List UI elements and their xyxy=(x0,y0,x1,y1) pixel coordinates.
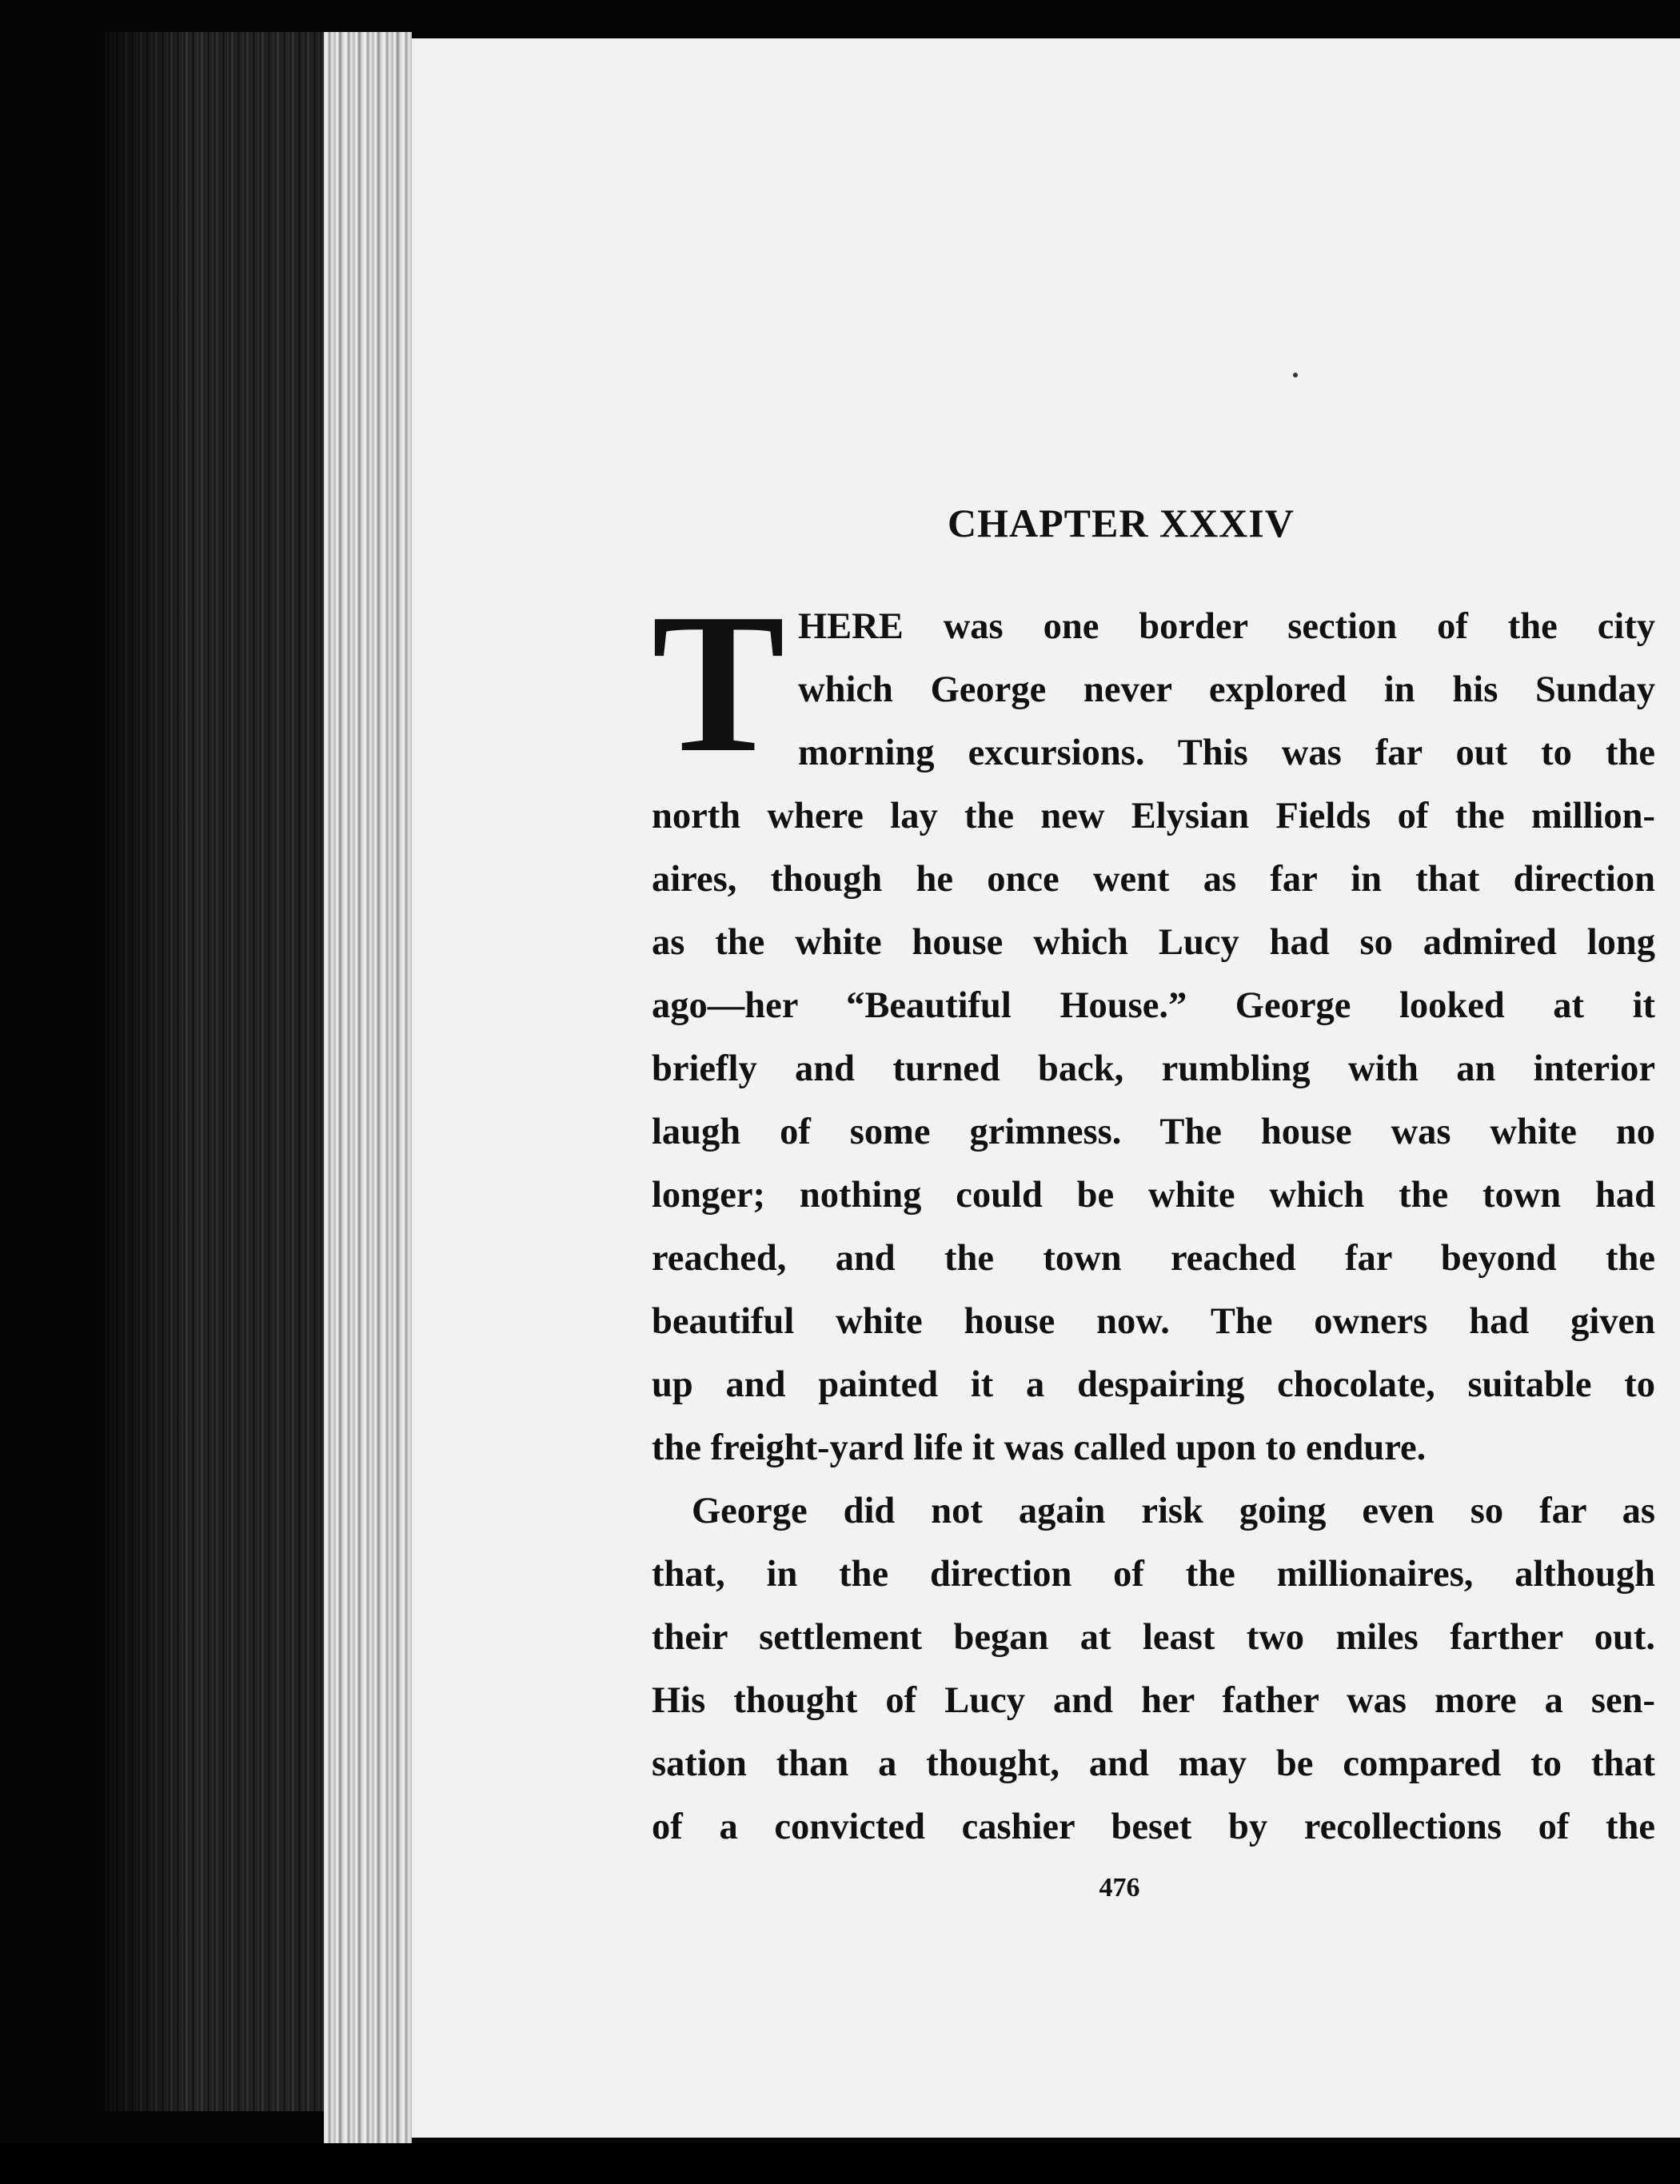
text-line: His thought of Lucy and her father was more a sen- xyxy=(652,1680,1655,1721)
text-line: as the white house which Lucy had so admired long xyxy=(652,922,1655,963)
drop-cap: T xyxy=(652,573,785,794)
body-text xyxy=(652,573,1655,1859)
text-line: up and painted it a despairing chocolate, suitable to xyxy=(652,1364,1655,1405)
scan-speck xyxy=(1293,373,1298,377)
text-line: briefly and turned back, rumbling with an interior xyxy=(652,1048,1655,1089)
text-line: aires, though he once went as far in that direction xyxy=(652,859,1655,900)
text-line: HERE was one border section of the city xyxy=(798,606,1655,647)
text-line: ago—her “Beautiful House.” George looked at it xyxy=(652,985,1655,1026)
text-line: their settlement began at least two miles farther out. xyxy=(652,1617,1655,1658)
text-line: north where lay the new Elysian Fields of the million- xyxy=(652,796,1655,836)
scan-border xyxy=(0,2143,1680,2184)
text-line: the freight-yard life it was called upon to endure. xyxy=(652,1427,1427,1468)
text-line: that, in the direction of the millionaires, although xyxy=(652,1554,1655,1595)
page-number: 476 xyxy=(1099,1873,1140,1903)
page-edges xyxy=(324,32,412,2143)
text-line: which George never explored in his Sunday xyxy=(798,669,1655,710)
text-line: sation than a thought, and may be compared to that xyxy=(652,1743,1655,1784)
text-line: laugh of some grimness. The house was white no xyxy=(652,1112,1655,1152)
text-line: morning excursions. This was far out to the xyxy=(798,733,1655,773)
text-line: George did not again risk going even so far as xyxy=(692,1491,1655,1531)
text-line: longer; nothing could be white which the town had xyxy=(652,1175,1655,1216)
text-line: of a convicted cashier beset by recollections of the xyxy=(652,1807,1655,1847)
chapter-title: CHAPTER XXXIV xyxy=(948,501,1295,545)
text-line: beautiful white house now. The owners had given xyxy=(652,1301,1655,1342)
text-line: reached, and the town reached far beyond the xyxy=(652,1238,1655,1279)
